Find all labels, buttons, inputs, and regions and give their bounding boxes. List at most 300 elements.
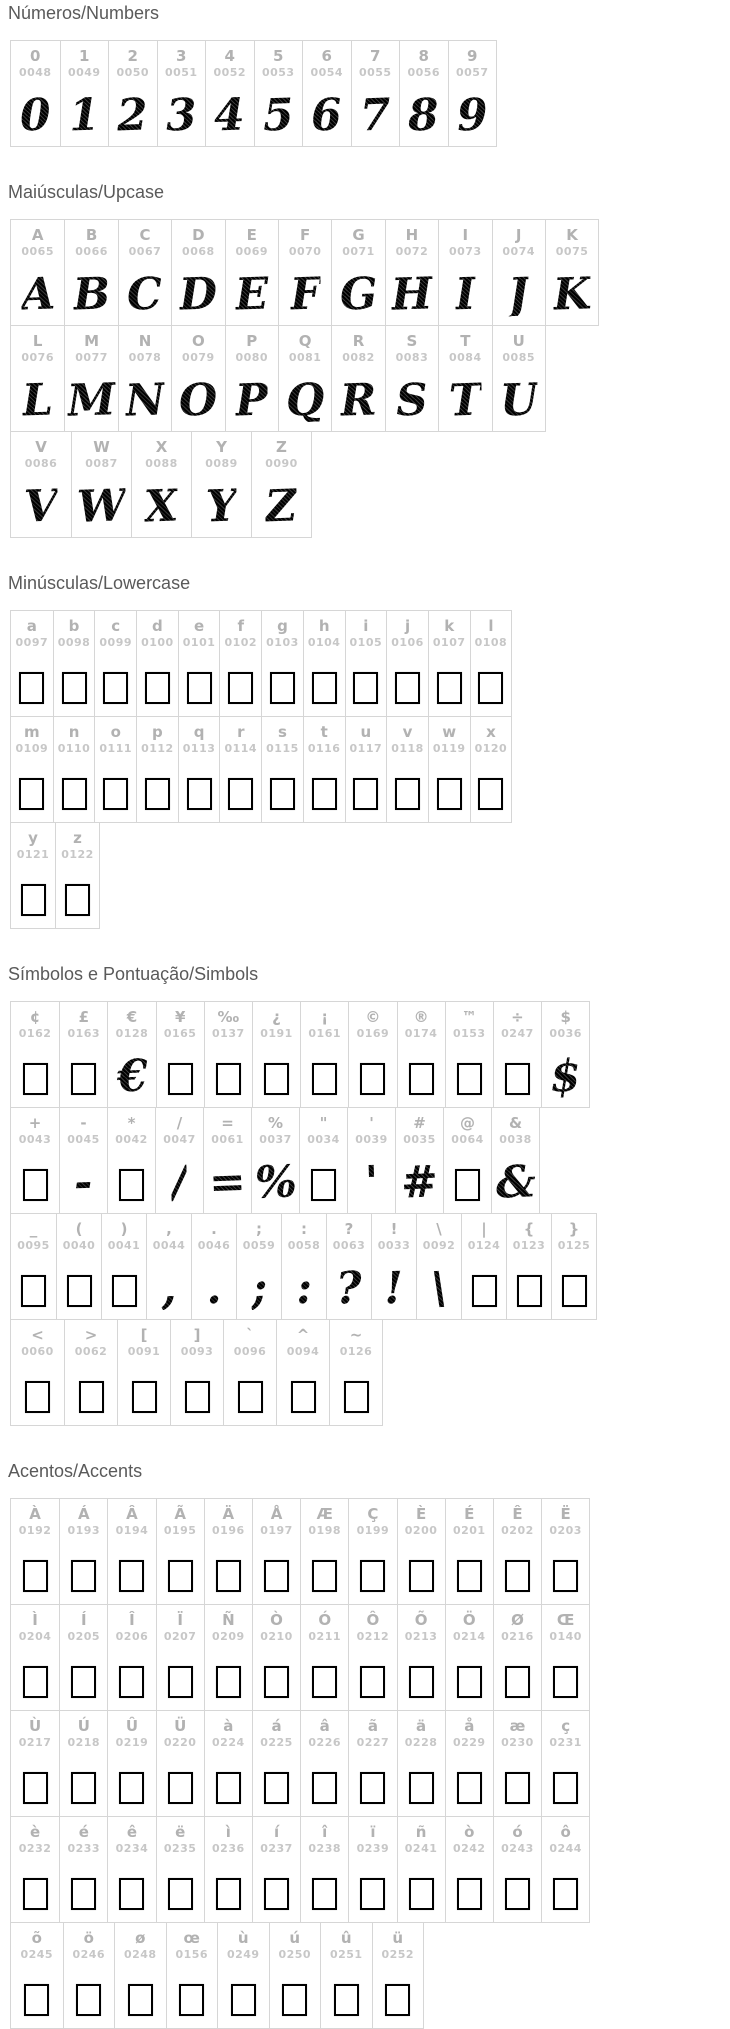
glyph-area [312, 756, 337, 822]
char-label: $ [560, 1008, 571, 1026]
glyph-sketch: J [507, 268, 530, 321]
char-code: 0083 [395, 351, 429, 364]
char-label: Í [80, 1611, 87, 1629]
char-label: y [28, 829, 38, 847]
char-cell-0200 [397, 1499, 445, 1604]
char-label: œ [183, 1929, 200, 1947]
missing-glyph-box [228, 778, 253, 810]
char-cell-0224 [204, 1711, 252, 1816]
char-code: 0196 [212, 1524, 245, 1537]
glyph-area [216, 1538, 241, 1604]
char-code: 0045 [67, 1133, 100, 1146]
char-label: \ [436, 1220, 442, 1238]
char-code: 0082 [342, 351, 375, 364]
missing-glyph-box [103, 778, 128, 810]
glyph-area [206, 471, 237, 537]
glyph-sketch: 7 [359, 89, 392, 142]
glyph-area [216, 1644, 241, 1710]
char-code: 0224 [212, 1736, 245, 1749]
glyph-area [312, 1750, 337, 1816]
glyph-sketch: ? [335, 1262, 363, 1315]
missing-glyph-box [145, 672, 170, 704]
char-code: 0039 [355, 1133, 388, 1146]
missing-glyph-box [19, 778, 44, 810]
glyph-area [71, 1644, 96, 1710]
glyph-area [553, 259, 591, 325]
glyph-area [384, 1253, 403, 1319]
char-cell-0105 [345, 611, 387, 716]
missing-glyph-box [312, 1063, 337, 1095]
glyph-area [360, 1750, 385, 1816]
glyph-sketch: : [294, 1262, 313, 1315]
char-code: 0087 [85, 457, 118, 470]
char-cell-0084 [438, 326, 491, 431]
glyph-area [216, 1856, 241, 1922]
char-cell-0196 [204, 1499, 252, 1604]
glyph-area [71, 1856, 96, 1922]
glyph-area [505, 1856, 530, 1922]
char-code: 0124 [467, 1239, 501, 1252]
char-code: 0046 [197, 1239, 231, 1252]
char-cell-0211 [300, 1605, 348, 1710]
char-cell-0231 [541, 1711, 589, 1816]
char-cell-0235 [156, 1817, 204, 1922]
char-code: 0099 [99, 636, 133, 649]
char-code: 0077 [75, 351, 108, 364]
missing-glyph-box [334, 1984, 359, 2016]
char-cell-0174 [397, 1002, 445, 1107]
char-cell-0165 [156, 1002, 204, 1107]
char-label: a [26, 617, 37, 635]
missing-glyph-box [553, 1772, 578, 1804]
char-code: 0056 [407, 66, 441, 79]
char-cell-0194 [107, 1499, 155, 1604]
char-label: É [464, 1505, 475, 1523]
char-cell-0098 [53, 611, 95, 716]
char-cell-0095 [11, 1214, 56, 1319]
char-label: å [464, 1717, 475, 1735]
char-cell-0097 [11, 611, 53, 716]
char-code: 0073 [449, 245, 482, 258]
char-code: 0234 [115, 1842, 149, 1855]
char-cell-0045 [59, 1108, 107, 1213]
glyph-area [395, 650, 420, 716]
char-label: Ì [32, 1611, 38, 1629]
char-cell-0228 [397, 1711, 445, 1816]
char-label: æ [509, 1717, 526, 1735]
char-code: 0165 [163, 1027, 197, 1040]
char-code: 0245 [20, 1948, 54, 1961]
glyph-area [125, 365, 165, 431]
section [10, 181, 730, 538]
char-code: 0236 [212, 1842, 245, 1855]
glyph-area [336, 1253, 362, 1319]
glyph-area [409, 1856, 434, 1922]
char-code: 0242 [452, 1842, 486, 1855]
char-label: s [278, 723, 287, 741]
char-code: 0081 [288, 351, 322, 364]
char-label: ‰ [217, 1008, 240, 1026]
glyph-area [166, 80, 197, 146]
missing-glyph-box [505, 1878, 530, 1910]
glyph-area [334, 1962, 359, 2028]
glyph-area [360, 80, 391, 146]
char-code: 0086 [24, 457, 58, 470]
char-code: 0069 [235, 245, 269, 258]
char-cell-0101 [178, 611, 220, 716]
missing-glyph-box [385, 1984, 410, 2016]
char-cell-0072 [385, 220, 438, 325]
char-cell-0218 [59, 1711, 107, 1816]
char-cell-0250 [269, 1923, 321, 2028]
glyph-sketch: 1 [68, 89, 101, 142]
char-code: 0064 [451, 1133, 484, 1146]
char-label: - [80, 1114, 87, 1132]
char-code: 0213 [404, 1630, 438, 1643]
char-label: í [273, 1823, 280, 1841]
char-cell-0094 [276, 1320, 329, 1425]
char-code: 0116 [307, 742, 341, 755]
glyph-area [505, 1538, 530, 1604]
glyph-sketch: C [126, 268, 164, 321]
glyph-sketch: Y [204, 480, 239, 533]
char-label: 2 [127, 47, 138, 65]
char-cell-0112 [136, 717, 178, 822]
char-label: 8 [418, 47, 429, 65]
char-cell-0217 [11, 1711, 59, 1816]
char-code: 0204 [18, 1630, 52, 1643]
char-code: 0153 [452, 1027, 486, 1040]
glyph-area [79, 1359, 104, 1425]
char-label: ì [225, 1823, 231, 1841]
char-cell-0202 [493, 1499, 541, 1604]
missing-glyph-box [517, 1275, 542, 1307]
char-label: t [320, 723, 328, 741]
char-label: ) [120, 1220, 128, 1238]
char-code: 0241 [404, 1842, 438, 1855]
char-cell-0162 [11, 1002, 59, 1107]
glyph-area [67, 1253, 92, 1319]
char-code: 0066 [75, 245, 108, 258]
char-label: Æ [316, 1505, 333, 1523]
char-code: 0044 [152, 1239, 186, 1252]
glyph-area [290, 259, 321, 325]
char-label: 9 [467, 47, 478, 65]
glyph-area [505, 1644, 530, 1710]
char-label: o [110, 723, 121, 741]
char-label: w [442, 723, 457, 741]
char-code: 0225 [260, 1736, 293, 1749]
char-cell-0092 [416, 1214, 461, 1319]
char-label: Ø [511, 1611, 524, 1629]
glyph-sketch: , [160, 1262, 178, 1315]
glyph-area [455, 1147, 480, 1213]
char-label: _ [29, 1220, 38, 1238]
char-row [10, 219, 599, 326]
missing-glyph-box [312, 1666, 337, 1698]
glyph-sketch: M [66, 374, 117, 428]
char-code: 0117 [349, 742, 383, 755]
char-label: ò [464, 1823, 475, 1841]
char-code: 0041 [107, 1239, 141, 1252]
char-label: > [84, 1326, 98, 1344]
char-label: j [404, 617, 411, 635]
glyph-sketch: ' [363, 1156, 380, 1209]
section [10, 572, 730, 929]
char-code: 0119 [432, 742, 466, 755]
char-code: 0110 [57, 742, 91, 755]
glyph-area [235, 365, 268, 431]
glyph-area [270, 650, 295, 716]
missing-glyph-box [312, 778, 337, 810]
char-cell-0169 [348, 1002, 396, 1107]
char-label: ¡ [321, 1008, 329, 1026]
char-label: Ñ [222, 1611, 235, 1629]
char-cell-0201 [445, 1499, 493, 1604]
char-cell-0209 [204, 1605, 252, 1710]
char-cell-0073 [438, 220, 491, 325]
char-cell-0037 [251, 1108, 299, 1213]
glyph-area [238, 1359, 263, 1425]
char-label: Ô [366, 1611, 380, 1629]
char-cell-0090 [251, 432, 311, 537]
char-label: 4 [224, 47, 235, 65]
char-label: ó [512, 1823, 523, 1841]
glyph-area [312, 1041, 337, 1107]
char-row [10, 610, 512, 717]
glyph-area [161, 1253, 176, 1319]
missing-glyph-box [24, 1984, 49, 2016]
char-code: 0035 [403, 1133, 436, 1146]
glyph-area [286, 365, 324, 431]
glyph-area [23, 1147, 48, 1213]
missing-glyph-box [71, 1666, 96, 1698]
char-label: ¥ [174, 1008, 186, 1026]
char-label: X [155, 438, 168, 456]
char-cell-0079 [171, 326, 224, 431]
glyph-area [145, 756, 170, 822]
char-code: 0074 [502, 245, 536, 258]
char-label: R [352, 332, 365, 350]
glyph-area [171, 1147, 187, 1213]
char-cell-0248 [114, 1923, 166, 2028]
glyph-area [20, 80, 51, 146]
missing-glyph-box [264, 1772, 289, 1804]
char-code: 0202 [501, 1524, 534, 1537]
char-row [10, 1604, 590, 1711]
char-cell-0060 [11, 1320, 64, 1425]
glyph-area [228, 756, 253, 822]
char-code: 0239 [356, 1842, 390, 1855]
glyph-area [391, 259, 433, 325]
char-cell-0068 [171, 220, 224, 325]
char-label: ö [83, 1929, 94, 1947]
glyph-area [395, 756, 420, 822]
char-code: 0111 [99, 742, 133, 755]
char-label: r [237, 723, 245, 741]
glyph-sketch: & [494, 1156, 537, 1209]
char-code: 0137 [212, 1027, 245, 1040]
glyph-area [562, 1253, 587, 1319]
glyph-area [264, 1856, 289, 1922]
char-code: 0097 [15, 636, 49, 649]
missing-glyph-box [71, 1560, 96, 1592]
char-cell-0067 [118, 220, 171, 325]
glyph-area [508, 259, 529, 325]
char-row [10, 1816, 590, 1923]
glyph-area [74, 1147, 92, 1213]
char-label: % [267, 1114, 284, 1132]
missing-glyph-box [168, 1878, 193, 1910]
missing-glyph-box [505, 1772, 530, 1804]
char-label: Ê [512, 1505, 523, 1523]
glyph-area [496, 1147, 536, 1213]
char-code: 0053 [261, 66, 295, 79]
missing-glyph-box [71, 1063, 96, 1095]
glyph-sketch: L [21, 374, 55, 427]
missing-glyph-box [103, 672, 128, 704]
missing-glyph-box [119, 1878, 144, 1910]
char-cell-0137 [204, 1002, 252, 1107]
glyph-sketch: 4 [213, 89, 246, 142]
char-code: 0051 [164, 66, 198, 79]
glyph-area [409, 1644, 434, 1710]
char-code: 0048 [18, 66, 52, 79]
glyph-area [168, 1644, 193, 1710]
char-code: 0140 [549, 1630, 582, 1643]
char-cell-0249 [217, 1923, 269, 2028]
char-cell-0239 [348, 1817, 396, 1922]
glyph-area [23, 1750, 48, 1816]
char-label: @ [460, 1114, 475, 1132]
char-label: ü [392, 1929, 404, 1947]
glyph-area [431, 1253, 447, 1319]
char-cell-0070 [278, 220, 331, 325]
char-label: À [29, 1505, 41, 1523]
char-label: ù [237, 1929, 249, 1947]
char-code: 0128 [115, 1027, 149, 1040]
glyph-area [437, 650, 462, 716]
char-label: u [360, 723, 372, 741]
char-cell-0226 [300, 1711, 348, 1816]
section [10, 1460, 730, 2029]
char-cell-0053 [254, 41, 303, 146]
char-cell-0123 [506, 1214, 551, 1319]
char-cell-0229 [445, 1711, 493, 1816]
glyph-area [119, 1644, 144, 1710]
char-cell-0195 [156, 1499, 204, 1604]
char-code: 0095 [17, 1239, 50, 1252]
char-code: 0191 [260, 1027, 293, 1040]
missing-glyph-box [457, 1772, 482, 1804]
glyph-area [505, 1750, 530, 1816]
glyph-sketch: - [73, 1156, 94, 1209]
glyph-area [353, 650, 378, 716]
char-label: , [166, 1220, 172, 1238]
char-code: 0248 [123, 1948, 157, 1961]
char-code: 0249 [226, 1948, 260, 1961]
char-label: 0 [30, 47, 41, 65]
char-label: ® [413, 1008, 429, 1026]
char-label: + [28, 1114, 42, 1132]
missing-glyph-box [128, 1984, 153, 2016]
char-code: 0094 [286, 1345, 320, 1358]
char-code: 0058 [287, 1239, 321, 1252]
char-code: 0233 [67, 1842, 101, 1855]
missing-glyph-box [62, 672, 87, 704]
missing-glyph-box [311, 1169, 336, 1201]
glyph-area [168, 1750, 193, 1816]
glyph-area [119, 1538, 144, 1604]
char-code: 0065 [21, 245, 54, 258]
char-label: 6 [321, 47, 332, 65]
glyph-area [179, 259, 217, 325]
glyph-area [71, 1750, 96, 1816]
missing-glyph-box [360, 1878, 385, 1910]
glyph-area [209, 1147, 246, 1213]
char-label: K [566, 226, 578, 244]
missing-glyph-box [71, 1878, 96, 1910]
char-label: Ö [462, 1611, 476, 1629]
section-title: Maiúsculas/Upcase [8, 182, 165, 202]
glyph-sketch: P [234, 374, 270, 427]
char-cell-0125 [551, 1214, 596, 1319]
char-code: 0125 [557, 1239, 591, 1252]
char-cell-0213 [397, 1605, 445, 1710]
char-code: 0062 [74, 1345, 108, 1358]
char-label: D [192, 226, 205, 244]
glyph-area [21, 1253, 46, 1319]
missing-glyph-box [478, 778, 503, 810]
char-label: È [415, 1505, 427, 1523]
missing-glyph-box [409, 1666, 434, 1698]
char-code: 0101 [182, 636, 216, 649]
glyph-area [312, 1856, 337, 1922]
char-cell-0122 [55, 823, 99, 928]
char-label: ç [561, 1717, 571, 1735]
char-cell-0080 [225, 326, 278, 431]
char-label: Ä [222, 1505, 235, 1523]
missing-glyph-box [216, 1878, 241, 1910]
char-cell-0051 [157, 41, 206, 146]
glyph-area [24, 471, 58, 537]
char-label: è [30, 1823, 41, 1841]
char-code: 0247 [501, 1027, 534, 1040]
char-cell-0107 [428, 611, 470, 716]
char-label: Ü [174, 1717, 187, 1735]
char-cell-0106 [386, 611, 428, 716]
char-label: : [301, 1220, 307, 1238]
missing-glyph-box [409, 1560, 434, 1592]
char-code: 0237 [260, 1842, 293, 1855]
char-label: ( [75, 1220, 83, 1238]
char-label: e [194, 617, 205, 635]
char-label: Õ [414, 1611, 428, 1629]
glyph-area [360, 1644, 385, 1710]
char-cell-0117 [345, 717, 387, 822]
char-label: " [319, 1114, 328, 1132]
char-code: 0210 [260, 1630, 293, 1643]
char-label: & [508, 1114, 523, 1132]
glyph-sketch: B [72, 268, 112, 321]
char-label: W [93, 438, 110, 456]
char-label: Ã [174, 1505, 186, 1523]
glyph-sketch: $ [549, 1050, 582, 1103]
char-code: 0212 [356, 1630, 390, 1643]
char-label: [ [140, 1326, 148, 1344]
char-cell-0113 [178, 717, 220, 822]
char-code: 0055 [358, 66, 392, 79]
